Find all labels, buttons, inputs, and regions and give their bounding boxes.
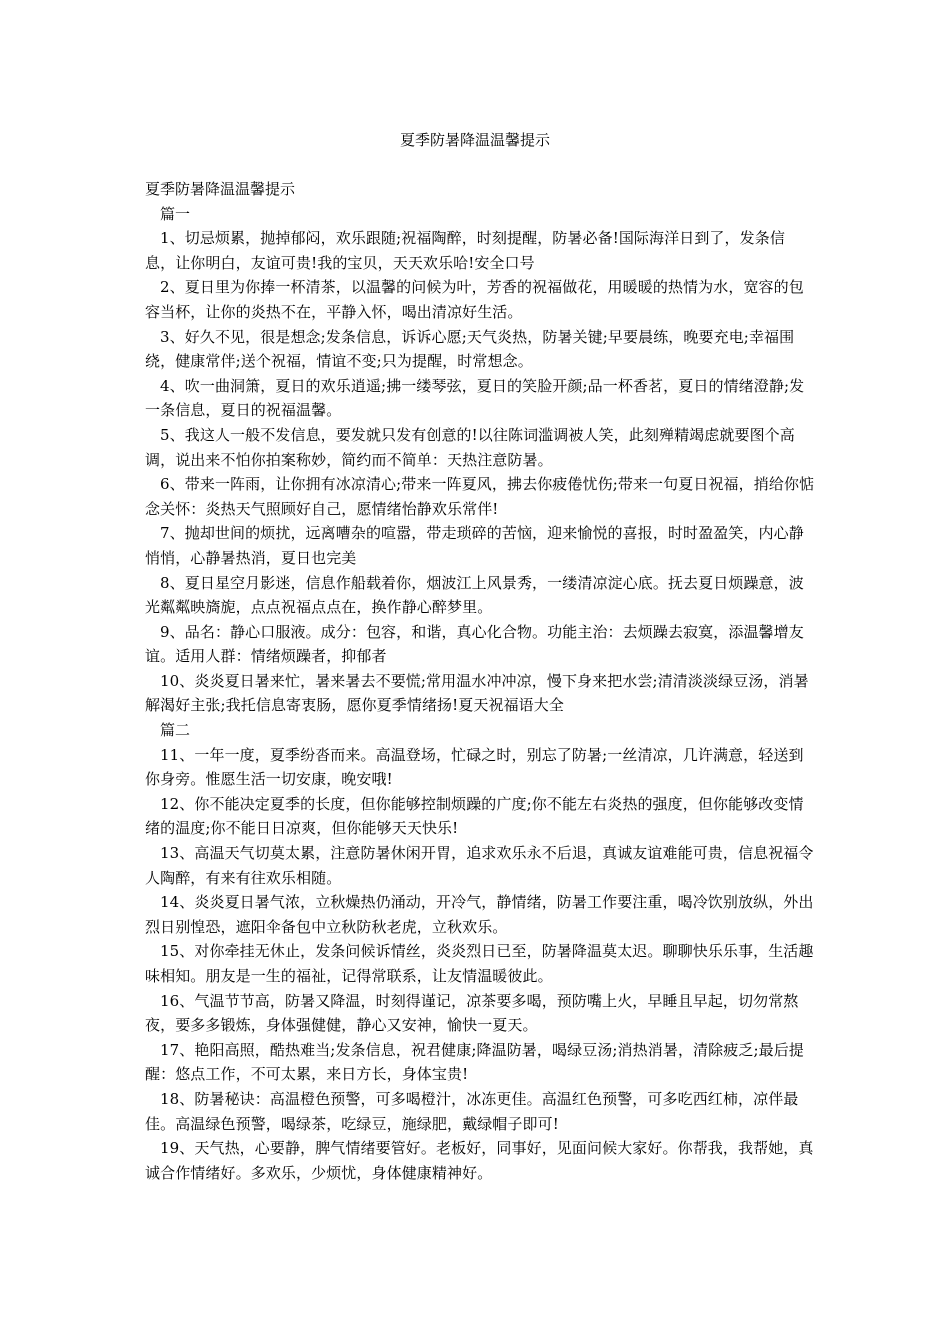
paragraph: 14、炎炎夏日暑气浓，立秋燥热仍涌动，开冷气，静情绪，防暑工作要注重，喝冷饮别放纵，外出烈日别惶恐，遮阳伞备包中立秋防秋老虎，立秋欢乐。 [145,893,814,936]
paragraph: 16、气温节节高，防暑又降温，时刻得谨记，凉茶要多喝，预防嘴上火，早睡且早起，切勿常熬夜，要多多锻炼，身体强健健，静心又安神，愉快一夏天。 [145,991,799,1035]
paragraph: 18、防暑秘诀：高温橙色预警，可多喝橙汁，冰冻更佳。高温红色预警，可多吃西红柿，凉伴最佳。高温绿色预警，喝绿茶，吃绿豆，施绿肥，戴绿帽子即可! [145,1089,799,1133]
section-label: 篇二 [160,721,191,740]
paragraph: 15、对你牵挂无休止，发条问候诉情丝，炎炎烈日已至，防暑降温莫太迟。聊聊快乐乐事，生活趣味相知。朋友是一生的福祉，记得常联系，让友情温暖彼此。 [145,942,814,985]
paragraph: 9、品名：静心口服液。成分：包容，和谐，真心化合物。功能主治：去烦躁去寂寞，添温馨增友谊。适用人群：情绪烦躁者，抑郁者 [145,622,804,666]
paragraph: 4、吹一曲洞箫，夏日的欢乐逍遥;拂一缕琴弦，夏日的笑脸开颜;品一杯香茗，夏日的情绪澄静;发一条信息，夏日的祝福温馨。 [145,376,805,420]
paragraph: 13、高温天气切莫太累，注意防暑休闲开胃，追求欢乐永不后退，真诚友谊难能可贵，信息祝福令人陶醉，有来有往欢乐相随。 [145,844,814,887]
paragraph: 8、夏日星空月影迷，信息作船载着你，烟波江上风景秀，一缕清凉淀心底。抚去夏日烦躁意，波光粼粼映旖旎，点点祝福点点在，换作静心醉梦里。 [145,573,804,617]
paragraph: 17、艳阳高照，酷热难当;发条信息，祝君健康;降温防暑，喝绿豆汤;消热消暑，清除疲乏;最后提醒：悠点工作，不可太累，来日方长，身体宝贵! [145,1040,804,1084]
paragraph: 19、天气热，心要静，脾气情绪要管好。老板好，同事好，见面问候大家好。你帮我，我帮她，真诚合作情绪好。多欢乐，少烦忧，身体健康精神好。 [145,1139,814,1182]
paragraph: 7、抛却世间的烦扰，远离嘈杂的喧嚣，带走琐碎的苦恼，迎来愉悦的喜报，时时盈盈笑，内心静悄悄，心静暑热消，夏日也完美 [145,524,804,567]
paragraph: 10、炎炎夏日暑来忙，暑来暑去不要慌;常用温水冲冲凉，慢下身来把水尝;清清淡淡绿豆汤，消暑解渴好主张;我托信息寄衷肠，愿你夏季情绪扬!夏天祝福语大全 [145,671,809,715]
paragraph: 3、好久不见，很是想念;发条信息，诉诉心愿;天气炎热，防暑关键;早要晨练，晚要充电;幸福围绕，健康常伴;送个祝福，情谊不变;只为提醒，时常想念。 [145,327,795,371]
document-title: 夏季防暑降温温馨提示 [399,131,550,149]
section-label: 篇一 [160,204,191,223]
paragraph: 1、切忌烦累，抛掉郁闷，欢乐跟随;祝福陶醉，时刻提醒，防暑必备!国际海洋日到了，发条信息，让你明白，友谊可贵!我的宝贝，天天欢乐哈!安全口号 [145,229,785,272]
document-heading: 夏季防暑降温温馨提示 [145,180,296,198]
paragraph: 2、夏日里为你捧一杯清茶，以温馨的问候为叶，芳香的祝福做花，用暖暖的热情为水，宽容的包容当杯，让你的炎热不在，平静入怀，喝出清凉好生活。 [145,278,804,321]
paragraph: 11、一年一度，夏季纷沓而来。高温登场，忙碌之时，别忘了防暑;一丝清凉，几许满意，轻送到你身旁。惟愿生活一切安康，晚安哦! [145,745,804,789]
paragraph: 5、我这人一般不发信息，要发就只发有创意的!以往陈词滥调被人笑，此刻殚精竭虑就要图个高调，说出来不怕你拍案称妙，简约而不简单：天热注意防暑。 [145,425,795,469]
document-body [145,177,815,1185]
paragraph: 12、你不能决定夏季的长度，但你能够控制烦躁的广度;你不能左右炎热的强度，但你能够改变情绪的温度;你不能日日凉爽，但你能够天天快乐! [145,794,804,838]
paragraph: 6、带来一阵雨，让你拥有冰凉清心;带来一阵夏风，拂去你疲倦忧伤;带来一句夏日祝福，捎给你惦念关怀：炎热天气照顾好自己，愿情绪怡静欢乐常伴! [145,475,815,518]
